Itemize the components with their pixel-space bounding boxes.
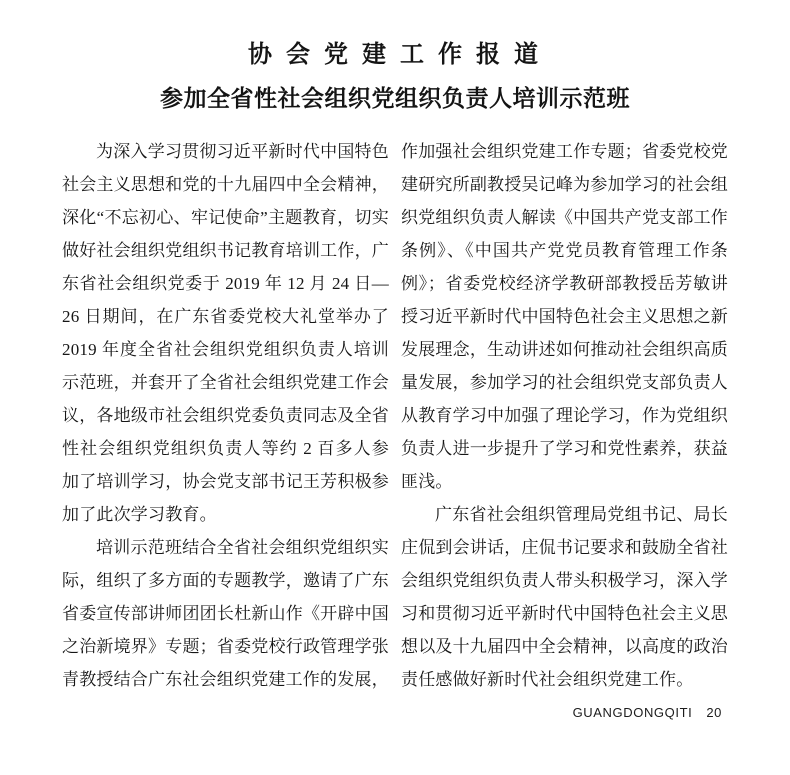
paragraph-1: 为深入学习贯彻习近平新时代中国特色社会主义思想和党的十九届四中全会精神，深化“不忘初心、牢记使命”主题教育，切实做好社会组织党组织书记教育培训工作，广东省社会组织党委于 2019 年 12 月 24 日—26 日期间，在广东省委党校大礼堂举办了 2019 年度全省社会组织党组织负责人培训示范班，并套开了全省社会组织党建工作会议，各地级市社会组织党委负责同志及全省性社会组织党组织负责人等约 2 百多人参加了培训学习，协会党支部书记王芳积极参加了此次学习教育。 xyxy=(62,142,389,524)
page-title: 协 会 党 建 工 作 报 道 xyxy=(248,42,542,68)
paragraph-3: 广东省社会组织管理局党组书记、局长庄侃到会讲话，庄侃书记要求和鼓励全省社会组织党组织负责人带头积极学习，深入学习和贯彻习近平新时代中国特色社会主义思想以及十九届四中全会精神，以高度的政治责任感做好新时代社会组织党建工作。 xyxy=(401,505,728,689)
paragraph-2: 培训示范班结合全省社会组织党组织实际，组织了多方面的专题教学，邀请了广东省委宣传部讲师团团长杜新山作《开辟中国之治新境界》专题；省委党校行政管理学张青教授结合广东社会组织党建工作的发展， xyxy=(62,538,389,689)
paragraph-2-continuation: 作加强社会组织党建工作专题；省委党校党建研究所副教授吴记峰为参加学习的社会组织党组织负责人解读《中国共产党支部工作条例》、《中国共产党党员教育管理工作条例》；省委党校经济学教研部教授岳芳敏讲授习近平新时代中国特色社会主义思想之新发展理念，生动讲述如何推动社会组织高质量发展，参加学习的社会组织党支部负责人从教育学习中加强了理论学习，作为党组织负责人进一步提升了学习和党性素养，获益匪浅。 xyxy=(401,142,728,491)
right-column xyxy=(401,135,728,696)
journal-name: GUANGDONGQITI xyxy=(572,705,693,720)
article-body xyxy=(62,135,728,696)
page-subtitle: 参加全省性社会组织党组织负责人培训示范班 xyxy=(160,85,630,111)
page-number: 20 xyxy=(706,705,722,720)
left-column xyxy=(62,135,389,696)
page-footer xyxy=(573,705,722,720)
